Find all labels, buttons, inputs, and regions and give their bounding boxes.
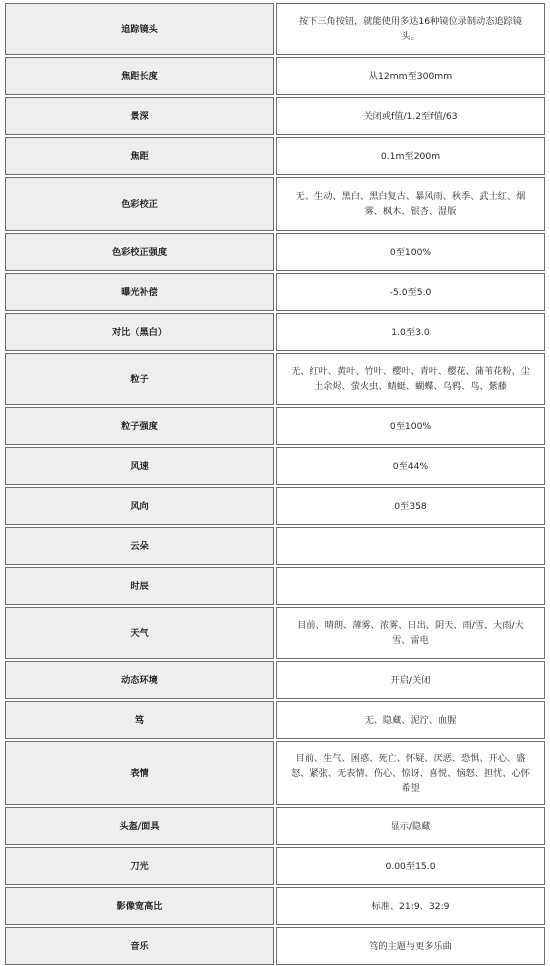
table-row — [4, 352, 546, 406]
table-row — [4, 2, 546, 56]
setting-name: 对比（黑白） — [5, 313, 274, 351]
setting-name: 音乐 — [5, 927, 274, 965]
setting-value: 目前、晴朗、薄雾、浓雾、日出、阴天、雨/雪、大雨/大雪、雷电 — [276, 607, 545, 659]
table-row — [4, 96, 546, 136]
setting-name: 焦距长度 — [5, 57, 274, 95]
setting-name: 追踪镜头 — [5, 3, 274, 55]
setting-name: 笃 — [5, 701, 274, 739]
table-row — [4, 926, 546, 966]
setting-value: 0至358 — [276, 487, 545, 525]
table-row — [4, 136, 546, 176]
table-row — [4, 700, 546, 740]
setting-name: 头盔/面具 — [5, 807, 274, 845]
setting-value: 0.1m至200m — [276, 137, 545, 175]
table-row — [4, 566, 546, 606]
setting-name: 云朵 — [5, 527, 274, 565]
table-row — [4, 740, 546, 806]
table-row — [4, 232, 546, 272]
setting-name: 色彩校正强度 — [5, 233, 274, 271]
setting-value: 1.0至3.0 — [276, 313, 545, 351]
setting-value — [276, 567, 545, 605]
setting-name: 动态环境 — [5, 661, 274, 699]
setting-value: 无、红叶、黄叶、竹叶、樱叶、青叶、樱花、蒲苇花粉、尘土余烬、萤火虫、蜻蜓、蝴蝶、乌鸦、鸟、紫藤 — [276, 353, 545, 405]
setting-value: 0.00至15.0 — [276, 847, 545, 885]
setting-value: -5.0至5.0 — [276, 273, 545, 311]
setting-value: 目前、生气、困惑、死亡、怀疑、厌恶、恐惧、开心、盛怒、紧张、无表情、伤心、惊讶、喜悦、恼怒、担忧、心怀希望 — [276, 741, 545, 805]
setting-value: 显示/隐藏 — [276, 807, 545, 845]
table-row — [4, 272, 546, 312]
setting-name: 粒子强度 — [5, 407, 274, 445]
table-row — [4, 606, 546, 660]
table-row — [4, 446, 546, 486]
setting-value: 0至100% — [276, 233, 545, 271]
setting-name: 影像宽高比 — [5, 887, 274, 925]
setting-name: 刀光 — [5, 847, 274, 885]
table-row — [4, 56, 546, 96]
setting-value: 0至100% — [276, 407, 545, 445]
setting-value: 开启/关闭 — [276, 661, 545, 699]
table-row — [4, 406, 546, 446]
setting-name: 曝光补偿 — [5, 273, 274, 311]
setting-name: 时辰 — [5, 567, 274, 605]
setting-value: 关闭或f值/1.2至f值/63 — [276, 97, 545, 135]
photo-mode-settings-table — [4, 2, 546, 966]
setting-name: 表情 — [5, 741, 274, 805]
setting-value: 按下三角按钮，就能使用多达16种镜位录制动态追踪镜头。 — [276, 3, 545, 55]
setting-value: 0至44% — [276, 447, 545, 485]
table-row — [4, 806, 546, 846]
table-row — [4, 176, 546, 232]
setting-name: 景深 — [5, 97, 274, 135]
setting-name: 色彩校正 — [5, 177, 274, 231]
setting-value: 笃的主题与更多乐曲 — [276, 927, 545, 965]
setting-value: 从12mm至300mm — [276, 57, 545, 95]
table-row — [4, 486, 546, 526]
table-row — [4, 886, 546, 926]
setting-name: 风速 — [5, 447, 274, 485]
setting-value — [276, 527, 545, 565]
table-row — [4, 846, 546, 886]
setting-name: 粒子 — [5, 353, 274, 405]
setting-value: 无、生动、黑白、黑白复古、暴风雨、秋季、武士红、烟雾、枫木、银杏、湿版 — [276, 177, 545, 231]
setting-value: 无、隐藏、泥泞、血腥 — [276, 701, 545, 739]
setting-name: 焦距 — [5, 137, 274, 175]
table-row — [4, 312, 546, 352]
table-row — [4, 660, 546, 700]
setting-name: 天气 — [5, 607, 274, 659]
setting-name: 风向 — [5, 487, 274, 525]
table-row — [4, 526, 546, 566]
setting-value: 标准、21:9、32:9 — [276, 887, 545, 925]
